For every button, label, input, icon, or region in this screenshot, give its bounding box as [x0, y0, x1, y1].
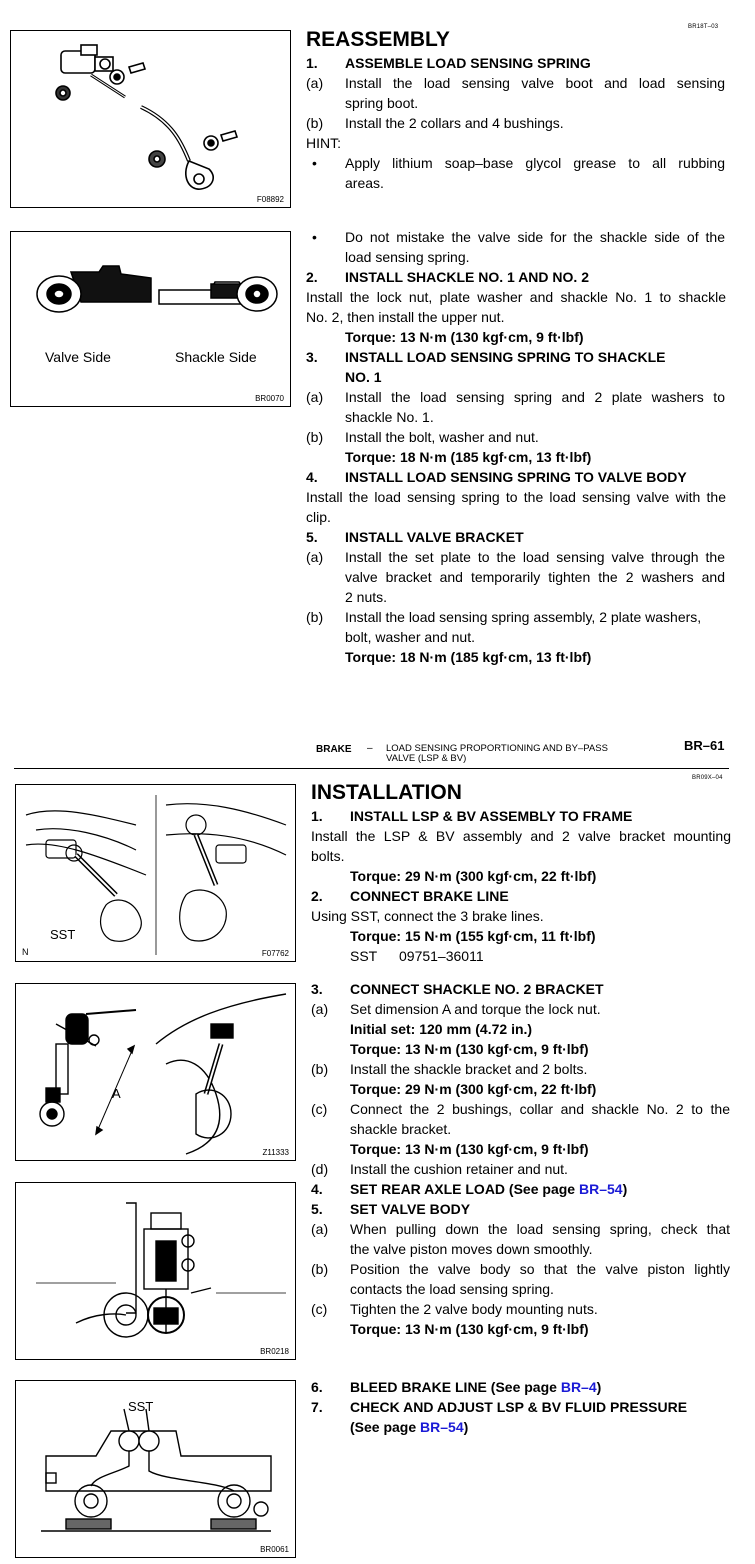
shackle-bracket-illustration	[16, 984, 295, 1160]
torque-spec: Torque: 13 N·m (130 kgf·cm, 9 ft·lbf)	[350, 1141, 589, 1157]
header-subtitle	[386, 744, 608, 764]
substep-mark: (b)	[306, 609, 324, 625]
installation-text	[311, 806, 731, 1446]
step-number: 3.	[306, 349, 318, 365]
substep-text: Install the bolt, washer and nut.	[345, 429, 539, 445]
bullet-text: areas.	[345, 175, 384, 191]
substep-text: Set dimension A and torque the lock nut.	[350, 1001, 601, 1017]
substep-mark: (b)	[306, 115, 324, 131]
hint-label: HINT:	[306, 135, 341, 151]
valve-body-illustration	[16, 1183, 295, 1359]
step-number: 4.	[311, 1181, 323, 1197]
substep-text: Connect the 2 bushings, collar and shackle No. 2 to the	[350, 1101, 730, 1117]
bullet-text: Do not mistake the valve side for the shackle side of the	[345, 229, 725, 245]
reassembly-text	[306, 53, 726, 673]
doc-code: BR09X–04	[692, 775, 723, 781]
substep-text: valve bracket and temporarily tighten the 2 washers and	[345, 569, 725, 585]
substep-mark: (b)	[311, 1261, 329, 1277]
step-number: 1.	[311, 808, 323, 824]
figure-id: BR0070	[255, 394, 284, 403]
step-heading: NO. 1	[345, 369, 382, 385]
pressure-gauge-illustration	[16, 1381, 295, 1557]
substep-text: contacts the load sensing spring.	[350, 1281, 554, 1297]
substep-text: bolt, washer and nut.	[345, 629, 475, 645]
substep-text: Install the load sensing spring and 2 plate washers to	[345, 389, 725, 405]
header-subtitle-line: VALVE (LSP & BV)	[386, 753, 467, 764]
substep-mark: (d)	[311, 1161, 329, 1177]
substep-mark: (a)	[306, 389, 324, 405]
substep-mark: (a)	[306, 75, 324, 91]
figure-lsp-frame-install	[15, 784, 296, 962]
step-heading: INSTALL LSP & BV ASSEMBLY TO FRAME	[350, 808, 633, 824]
step-heading	[350, 1179, 627, 1199]
header-section: BRAKE	[316, 744, 352, 755]
substep-mark: (c)	[311, 1101, 328, 1117]
substep-text: Install the load sensing valve boot and load sensing	[345, 75, 725, 91]
figure-corner-letter: N	[22, 947, 29, 957]
step-heading: CONNECT SHACKLE NO. 2 BRACKET	[350, 981, 604, 997]
substep-text: Install the shackle bracket and 2 bolts.	[350, 1061, 588, 1077]
spring-parts-illustration	[11, 31, 290, 207]
substep-mark: (b)	[311, 1061, 329, 1077]
page-link-br54[interactable]: BR–54	[578, 1181, 623, 1197]
header-dash: –	[367, 743, 373, 754]
substep-mark: (b)	[306, 429, 324, 445]
substep-mark: (a)	[311, 1221, 329, 1237]
figure-id: F08892	[256, 195, 284, 204]
dimension-a-label: A	[112, 1086, 121, 1101]
step-number: 5.	[311, 1201, 323, 1217]
figure-load-sensing-spring-parts	[10, 30, 291, 208]
step-heading: SET VALVE BODY	[350, 1201, 471, 1217]
torque-spec: Torque: 13 N·m (130 kgf·cm, 9 ft·lbf)	[345, 329, 584, 345]
substep-text: Install the 2 collars and 4 bushings.	[345, 115, 564, 131]
header-rule	[14, 768, 729, 769]
figure-valve-vs-shackle-side	[10, 231, 291, 407]
figure-id: Z11333	[262, 1148, 289, 1157]
substep-text: the valve piston moves down smoothly.	[350, 1241, 593, 1257]
substep-text: shackle No. 1.	[345, 409, 434, 425]
step-text: Install the load sensing spring to the load sensing valve with the	[306, 489, 726, 505]
substep-mark: (c)	[311, 1301, 328, 1317]
shackle-side-label: Shackle Side	[175, 349, 257, 365]
step-number: 5.	[306, 529, 318, 545]
bullet: •	[312, 229, 317, 245]
step-number: 1.	[306, 55, 318, 71]
figure-id: BR0218	[260, 1347, 289, 1356]
step-text: No. 2, then install the upper nut.	[306, 309, 505, 325]
step-heading: INSTALL LOAD SENSING SPRING TO VALVE BODY	[345, 469, 687, 485]
step-heading: ASSEMBLE LOAD SENSING SPRING	[345, 55, 591, 71]
closing-paren: )	[622, 1181, 628, 1197]
spring-sides-illustration	[11, 232, 290, 342]
step-number: 2.	[306, 269, 318, 285]
step-heading	[350, 1417, 468, 1437]
step-heading: INSTALL SHACKLE NO. 1 AND NO. 2	[345, 269, 589, 285]
sst-number: 09751–36011	[399, 948, 484, 964]
step-text: Install the lock nut, plate washer and shackle No. 1 to shackle	[306, 289, 726, 305]
sst-label: SST	[350, 948, 378, 964]
step-text: Using SST, connect the 3 brake lines.	[311, 908, 544, 924]
substep-text: 2 nuts.	[345, 589, 388, 605]
section-title-reassembly: REASSEMBLY	[306, 28, 450, 51]
substep-text: spring boot.	[345, 95, 419, 111]
doc-code: BR18T–03	[688, 24, 719, 30]
figure-fluid-pressure-check	[15, 1380, 296, 1558]
substep-text: Install the set plate to the load sensing valve through the	[345, 549, 725, 565]
torque-spec: Torque: 13 N·m (130 kgf·cm, 9 ft·lbf)	[350, 1041, 589, 1057]
section-title-installation: INSTALLATION	[311, 781, 462, 804]
figure-id: F07762	[261, 949, 289, 958]
initial-set-spec: Initial set: 120 mm (4.72 in.)	[350, 1021, 533, 1037]
figure-shackle-bracket	[15, 983, 296, 1161]
step-heading: INSTALL VALVE BRACKET	[345, 529, 524, 545]
step-heading-text: BLEED BRAKE LINE (See page	[350, 1379, 561, 1395]
closing-paren: )	[596, 1379, 602, 1395]
substep-mark: (a)	[311, 1001, 329, 1017]
page-number: BR–61	[684, 738, 725, 753]
step-number: 3.	[311, 981, 323, 997]
valve-side-label: Valve Side	[45, 349, 111, 365]
step-heading-text: SET REAR AXLE LOAD (See page	[350, 1181, 579, 1197]
closing-paren: )	[463, 1419, 469, 1435]
step-heading-text: (See page	[350, 1419, 421, 1435]
step-text: clip.	[306, 509, 331, 525]
substep-text: When pulling down the load sensing spring, check that	[350, 1221, 730, 1237]
page-link-br54[interactable]: BR–54	[420, 1419, 464, 1435]
substep-text: Install the load sensing spring assembly, 2 plate washers,	[345, 609, 702, 625]
substep-text: shackle bracket.	[350, 1121, 452, 1137]
step-heading: INSTALL LOAD SENSING SPRING TO SHACKLE	[345, 349, 666, 365]
torque-spec: Torque: 18 N·m (185 kgf·cm, 13 ft·lbf)	[345, 449, 592, 465]
torque-spec: Torque: 18 N·m (185 kgf·cm, 13 ft·lbf)	[345, 649, 592, 665]
substep-text: Tighten the 2 valve body mounting nuts.	[350, 1301, 598, 1317]
page-link-br4[interactable]: BR–4	[560, 1379, 597, 1395]
figure-id: BR0061	[260, 1545, 289, 1554]
sst-label: SST	[128, 1399, 154, 1414]
sst-label: SST	[50, 927, 76, 942]
torque-spec: Torque: 13 N·m (130 kgf·cm, 9 ft·lbf)	[350, 1321, 589, 1337]
bullet-text: load sensing spring.	[345, 249, 470, 265]
step-text: bolts.	[311, 848, 345, 864]
step-heading: CONNECT BRAKE LINE	[350, 888, 509, 904]
substep-text: Install the cushion retainer and nut.	[350, 1161, 568, 1177]
step-heading: CHECK AND ADJUST LSP & BV FLUID PRESSURE	[350, 1399, 688, 1415]
torque-spec: Torque: 15 N·m (155 kgf·cm, 11 ft·lbf)	[350, 928, 596, 944]
bullet-text: Apply lithium soap–base glycol grease to all rubbing	[345, 155, 725, 171]
step-number: 6.	[311, 1379, 323, 1395]
step-text: Install the LSP & BV assembly and 2 valve bracket mounting	[311, 828, 731, 844]
header-subtitle-line: LOAD SENSING PROPORTIONING AND BY–PASS	[386, 743, 608, 754]
figure-valve-body	[15, 1182, 296, 1360]
substep-text: Position the valve body so that the valve piston lightly	[350, 1261, 730, 1277]
step-number: 4.	[306, 469, 318, 485]
torque-spec: Torque: 29 N·m (300 kgf·cm, 22 ft·lbf)	[350, 1081, 597, 1097]
torque-spec: Torque: 29 N·m (300 kgf·cm, 22 ft·lbf)	[350, 868, 597, 884]
step-heading	[350, 1377, 601, 1397]
step-number: 7.	[311, 1399, 323, 1415]
bullet: •	[312, 155, 317, 171]
step-number: 2.	[311, 888, 323, 904]
substep-mark: (a)	[306, 549, 324, 565]
